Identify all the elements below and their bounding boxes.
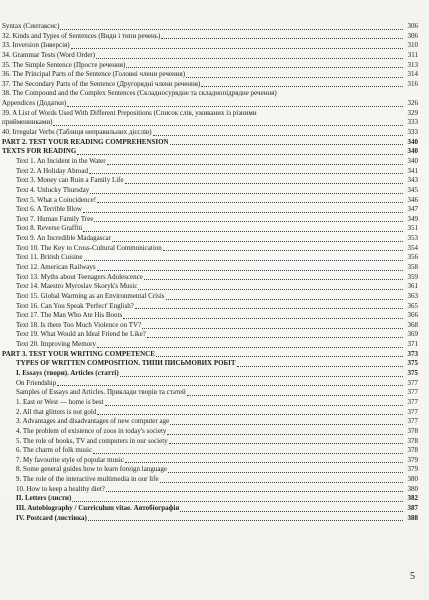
toc-row (2, 186, 418, 196)
toc-row (2, 273, 418, 283)
toc-entry-page: 378 (407, 426, 418, 435)
toc-row (2, 51, 418, 61)
dot-leader (106, 491, 403, 492)
dot-leader (135, 308, 403, 309)
toc-entry-page: 354 (407, 243, 418, 252)
toc-row (2, 350, 418, 360)
toc-entry-title: 33. Inversion (Інверсія) (2, 41, 70, 50)
toc-row (2, 427, 418, 437)
toc-entry-title: 4. The problem of existence of zoos in today's society (16, 426, 167, 435)
toc-entry-page: 356 (407, 253, 418, 262)
toc-row (2, 215, 418, 225)
toc-row (2, 514, 418, 524)
toc-entry-title: прийменниками) (2, 118, 53, 127)
toc-row (2, 157, 418, 167)
toc-entry-title: Text 6. A Terrible Blow (16, 205, 82, 214)
toc-entry-title: 32. Kinds and Types of Sentences (Види і типи речень) (2, 31, 161, 40)
toc-entry-title: Text 13. Myths about Teenagers Adolescence (16, 272, 143, 281)
toc-entry-page: 388 (407, 513, 418, 522)
toc-entry-page: 377 (407, 417, 418, 426)
toc-entry-page: 316 (407, 79, 418, 88)
toc-entry-page: 378 (407, 436, 418, 445)
toc-row (2, 70, 418, 80)
toc-entry-title: 35. The Simple Sentence (Просте речення) (2, 60, 126, 69)
toc-entry-page: 377 (407, 378, 418, 387)
toc-entry-title: PART 3. TEST YOUR WRITING COMPETENCE (2, 349, 155, 358)
toc-entry-page: 343 (407, 176, 418, 185)
toc-row (2, 494, 418, 504)
dot-leader (96, 58, 403, 59)
toc-entry-page: 369 (407, 330, 418, 339)
toc-entry-page: 326 (407, 99, 418, 108)
toc-entry-title: Appendices (Додатки) (2, 99, 67, 108)
toc-entry-page: 310 (407, 41, 418, 50)
toc-row (2, 118, 418, 128)
dot-leader (187, 395, 403, 396)
toc-row (2, 253, 418, 263)
toc-entry-page: 311 (407, 50, 418, 59)
toc-row (2, 263, 418, 273)
toc-row (2, 41, 418, 51)
toc-row (2, 234, 418, 244)
dot-leader (120, 376, 403, 377)
toc-row (2, 369, 418, 379)
toc-row (2, 359, 418, 369)
dot-leader (57, 385, 403, 386)
toc-entry-title: Text 3. Money can Ruin a Family Life (16, 176, 124, 185)
toc-entry-page: 333 (407, 128, 418, 137)
dot-leader (168, 472, 403, 473)
toc-row (2, 485, 418, 495)
toc-row (2, 147, 418, 157)
toc-entry-title: Text 5. What a Coincidence! (16, 195, 97, 204)
toc-row (2, 340, 418, 350)
toc-entry-title: Text 8. Reverse Graffiti (16, 224, 83, 233)
dot-leader (83, 212, 403, 213)
dot-leader (60, 29, 403, 30)
toc-entry-page: 306 (407, 31, 418, 40)
toc-entry-page: 351 (407, 224, 418, 233)
table-of-contents (2, 22, 418, 523)
toc-entry-page: 340 (407, 147, 418, 156)
toc-entry-title: Text 17. The Man Who Ate His Boots (16, 311, 123, 320)
toc-entry-page: 358 (407, 263, 418, 271)
toc-entry-title: I. Essays (твори). Articles (статті) (16, 369, 119, 378)
toc-row (2, 408, 418, 418)
dot-leader (112, 241, 403, 242)
toc-entry-title: 10. How to keep a healthy diet? (16, 484, 105, 493)
dot-leader (166, 299, 403, 300)
toc-entry-title: IV. Postcard (листівка) (16, 513, 87, 522)
toc-entry-page: 363 (407, 291, 418, 300)
toc-entry-title: Text 19. What Would an Ideal Friend be Like? (16, 330, 146, 339)
toc-entry-page: 314 (407, 70, 418, 79)
toc-entry-title: II. Letters (листи) (16, 494, 72, 503)
toc-entry-page: 371 (407, 340, 418, 349)
toc-row (2, 205, 418, 215)
toc-row (2, 437, 418, 447)
toc-row (2, 89, 418, 99)
dot-leader (153, 135, 403, 136)
toc-entry-title: Text 20. Improving Memory (16, 340, 96, 349)
toc-entry-title: 7. My favourite style of popular music (16, 455, 124, 464)
toc-entry-title: 1. East or West — home is best (16, 397, 104, 406)
toc-entry-page: 347 (407, 205, 418, 214)
dot-leader (83, 231, 403, 232)
toc-row (2, 22, 418, 32)
dot-leader (97, 414, 403, 415)
toc-row (2, 388, 418, 398)
toc-entry-page: 345 (407, 185, 418, 194)
dot-leader (147, 337, 403, 338)
toc-entry-title: TYPES OF WRITTEN COMPOSITION. ТИПИ ПИСЬМОВИХ РОБІТ (16, 359, 236, 368)
toc-entry-page: 378 (407, 446, 418, 455)
toc-entry-page: 373 (407, 349, 418, 358)
dot-leader (237, 366, 403, 367)
dot-leader (84, 260, 403, 261)
toc-entry-page: 379 (407, 465, 418, 474)
toc-row (2, 398, 418, 408)
toc-entry-page: 346 (407, 195, 418, 204)
toc-entry-page: 329 (407, 108, 418, 117)
toc-entry-page: 313 (407, 60, 418, 69)
dot-leader (71, 48, 403, 49)
toc-entry-title: Text 16. Can You Speak 'Perfect' English? (16, 301, 134, 310)
dot-leader (180, 511, 403, 512)
dot-leader (167, 434, 403, 435)
dot-leader (126, 67, 403, 68)
dot-leader (53, 125, 403, 126)
toc-row (2, 331, 418, 341)
toc-entry-page: 377 (407, 397, 418, 406)
dot-leader (142, 328, 403, 329)
toc-entry-page: 306 (407, 21, 418, 30)
toc-entry-title: Text 9. An Incredible Madagascar (16, 234, 111, 243)
dot-leader (72, 501, 403, 502)
toc-row (2, 321, 418, 331)
dot-leader (97, 202, 403, 203)
dot-leader (169, 443, 403, 444)
toc-row (2, 99, 418, 109)
toc-entry-page: 375 (407, 359, 418, 368)
toc-row (2, 128, 418, 138)
toc-row (2, 138, 418, 148)
toc-entry-title: Text 15. Global Warming as an Environmental Crisis (16, 291, 165, 300)
toc-entry-title: Text 14. Maestro Myroslav Skoryk's Music (16, 282, 138, 291)
toc-row (2, 196, 418, 206)
dot-leader (89, 173, 403, 174)
toc-row (2, 244, 418, 254)
toc-entry-title: Text 18. Is there Too Much Violence on TV? (16, 320, 142, 329)
toc-entry-page: 380 (407, 484, 418, 493)
toc-entry-page: 340 (407, 156, 418, 165)
toc-row (2, 456, 418, 466)
dot-leader (67, 106, 403, 107)
toc-entry-title: 8. Some general guides how to learn foreign language (16, 465, 168, 474)
dot-leader (88, 520, 403, 521)
toc-entry-page: 340 (407, 137, 418, 146)
toc-entry-page: 353 (407, 234, 418, 243)
dot-leader (161, 38, 403, 39)
toc-entry-title: 2. All that glitters is not gold (16, 407, 97, 416)
toc-row (2, 80, 418, 90)
toc-row (2, 379, 418, 389)
toc-row (2, 475, 418, 485)
toc-entry-page: 377 (407, 407, 418, 416)
toc-entry-title: Text 12. American Railways (16, 263, 96, 271)
dot-leader (123, 318, 403, 319)
toc-entry-page: 341 (407, 166, 418, 175)
toc-row (2, 292, 418, 302)
dot-leader (144, 279, 403, 280)
toc-row (2, 311, 418, 321)
toc-row (2, 504, 418, 514)
toc-row (2, 446, 418, 456)
dot-leader (156, 356, 403, 357)
toc-entry-title: 39. A List of Words Used With Different Prepositions (Список слів, уживаних із різними (2, 108, 257, 117)
toc-entry-title: Text 10. The Key to Cross-Cultural Communication (16, 243, 162, 252)
page-number: 5 (410, 571, 415, 582)
dot-leader (186, 77, 403, 78)
toc-entry-title: Text 2. A Holiday Abroad (16, 166, 89, 175)
toc-row (2, 167, 418, 177)
toc-entry-title: Text 1. An Incident in the Water (16, 156, 106, 165)
toc-entry-title: PART 2. TEST YOUR READING COMPREHENSION (2, 137, 169, 146)
toc-entry-page: 349 (407, 214, 418, 223)
dot-leader (125, 462, 403, 463)
dot-leader (138, 289, 403, 290)
toc-row (2, 109, 418, 119)
dot-leader (160, 482, 403, 483)
dot-leader (170, 144, 403, 145)
dot-leader (107, 164, 403, 165)
dot-leader (94, 221, 403, 222)
toc-entry-title: 9. The role of the interactive multimedia in our life (16, 475, 159, 484)
dot-leader (97, 347, 403, 348)
dot-leader (170, 424, 403, 425)
toc-entry-title: 5. The role of books, TV and computers in our society (16, 436, 168, 445)
toc-entry-title: 3. Advantages and disadvantages of new computer age (16, 417, 170, 426)
toc-row (2, 417, 418, 427)
toc-row (2, 61, 418, 71)
toc-entry-title: 6. The charm of folk music (16, 446, 93, 455)
dot-leader (97, 270, 403, 271)
dot-leader (201, 86, 403, 87)
toc-entry-title: 37. The Secondary Parts of the Sentence (Другорядні члени речення) (2, 79, 201, 88)
toc-entry-page: 377 (407, 388, 418, 397)
toc-row (2, 302, 418, 312)
toc-entry-page: 359 (407, 272, 418, 281)
toc-entry-page: 387 (407, 504, 418, 513)
dot-leader (77, 154, 403, 155)
toc-entry-title: Text 7. Human Family Tree (16, 214, 94, 223)
toc-entry-page: 361 (407, 282, 418, 291)
toc-entry-title: 38. The Compound and the Complex Sentences (Складносурядне та складнопідрядне речення) (2, 89, 277, 98)
dot-leader (90, 193, 403, 194)
toc-row (2, 465, 418, 475)
toc-entry-title: On Friendship (16, 378, 57, 387)
toc-entry-title: Syntax (Синтаксис) (2, 21, 60, 30)
toc-entry-page: 379 (407, 455, 418, 464)
toc-entry-title: 40. Irregular Verbs (Таблиця неправильних дієслів) (2, 128, 152, 137)
toc-row (2, 224, 418, 234)
dot-leader (105, 405, 403, 406)
toc-entry-title: III. Autobiography / Curriculum vitae. Автобіографія (16, 504, 180, 513)
dot-leader (163, 250, 403, 251)
toc-row (2, 32, 418, 42)
toc-entry-page: 375 (407, 369, 418, 378)
toc-entry-title: 36. The Principal Parts of the Sentence (Головні члени речення) (2, 70, 186, 79)
toc-row (2, 176, 418, 186)
toc-entry-title: 34. Grammar Tests (Word Order) (2, 50, 96, 59)
toc-entry-title: Text 4. Unlucky Thursday (16, 185, 90, 194)
toc-entry-title: TEXTS FOR READING (2, 147, 77, 156)
toc-entry-page: 365 (407, 301, 418, 310)
toc-entry-page: 368 (407, 320, 418, 329)
toc-entry-page: 366 (407, 311, 418, 320)
toc-entry-page: 333 (407, 118, 418, 127)
toc-row (2, 282, 418, 292)
toc-entry-page: 382 (407, 494, 418, 503)
dot-leader (93, 453, 403, 454)
toc-entry-title: Samples of Essays and Articles. Приклади творів та статей (16, 388, 186, 397)
dot-leader (125, 183, 403, 184)
toc-entry-page: 380 (407, 475, 418, 484)
toc-entry-title: Text 11. British Cuisine (16, 253, 83, 262)
